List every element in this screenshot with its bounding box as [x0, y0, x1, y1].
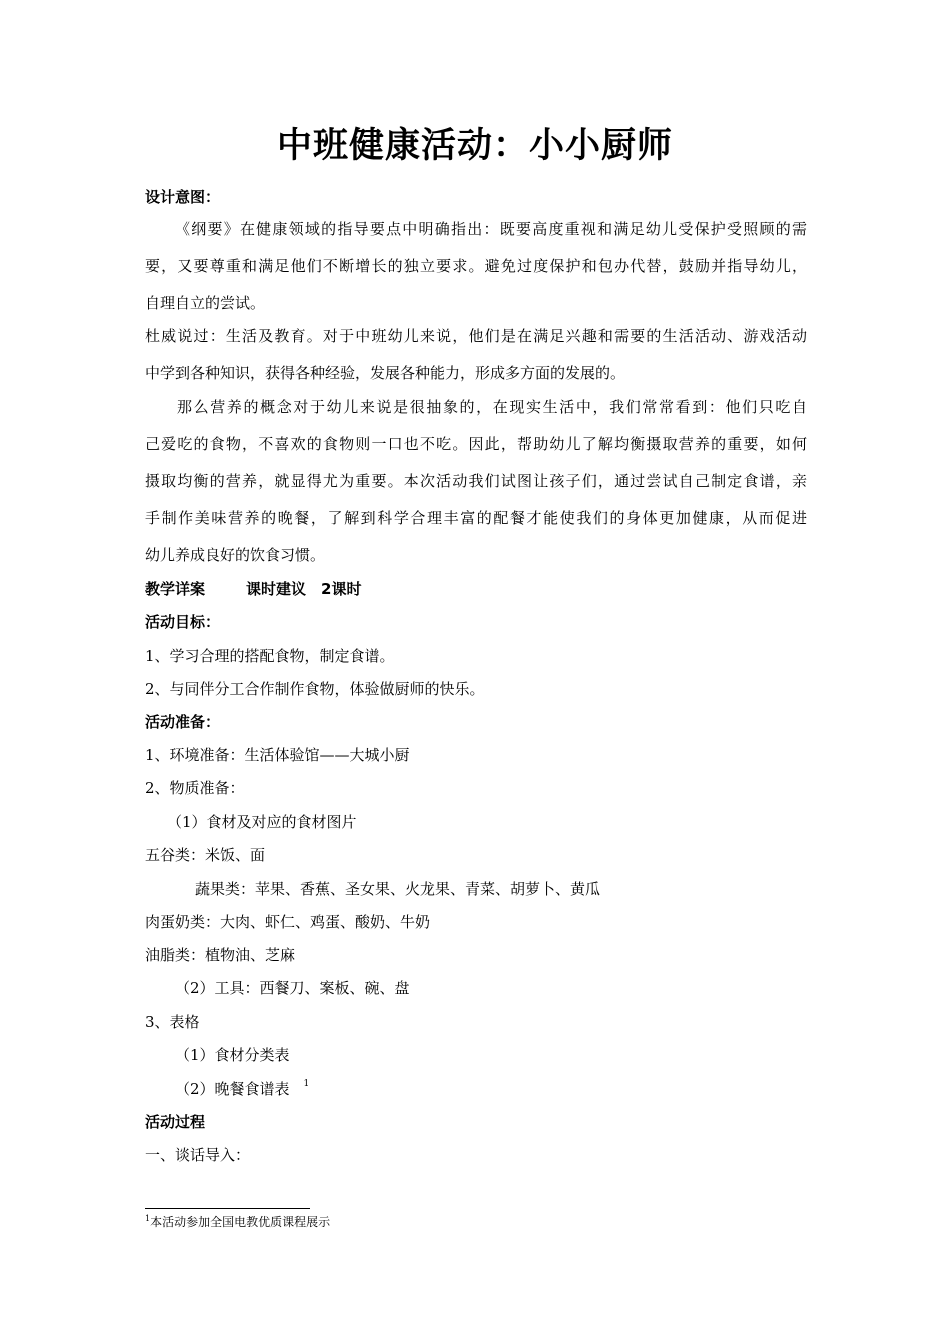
ingredient-meat-egg-milk: 肉蛋奶类：大肉、虾仁、鸡蛋、酸奶、牛奶 — [145, 913, 431, 931]
footnote-number: 1 — [145, 1214, 151, 1223]
design-intent-heading: 设计意图： — [145, 188, 221, 206]
table-item-dinner-recipe-label: （2）晚餐食谱表 — [175, 1080, 290, 1098]
paragraph-3-line-4: 手制作美味营养的晚餐，了解到科学合理丰富的配餐才能使我们的身体更加健康，从而促进 — [145, 509, 807, 527]
goal-item-2: 2、与同伴分工合作制作食物，体验做厨师的快乐。 — [145, 680, 485, 698]
goal-item-1: 1、学习合理的搭配食物，制定食谱。 — [145, 647, 395, 665]
process-heading: 活动过程 — [145, 1113, 206, 1131]
paragraph-2-line-2: 中学到各种知识，获得各种经验，发展各种能力，形成多方面的发展的。 — [145, 364, 626, 382]
page-title: 中班健康活动：小小厨师 — [276, 126, 673, 166]
paragraph-1-line-2: 要，又要尊重和满足他们不断增长的独立要求。避免过度保护和包办代替，鼓励并指导幼儿， — [145, 257, 807, 275]
paragraph-3-line-5: 幼儿养成良好的饮食习惯。 — [145, 546, 326, 564]
prep-item-materials: 2、物质准备： — [145, 779, 245, 797]
preparation-heading: 活动准备： — [145, 713, 221, 731]
paragraph-2-line-1: 杜威说过：生活及教育。对于中班幼儿来说，他们是在满足兴趣和需要的生活活动、游戏活动 — [145, 327, 807, 345]
footnote — [145, 1213, 330, 1230]
footnote-reference: 1 — [303, 1079, 310, 1089]
table-item-dinner-recipe — [175, 1079, 309, 1102]
goals-heading: 活动目标： — [145, 613, 221, 631]
footnote-divider — [145, 1208, 310, 1209]
prep-subitem-tools: （2）工具：西餐刀、案板、碗、盘 — [175, 979, 410, 997]
prep-item-tables: 3、表格 — [145, 1013, 200, 1031]
process-step-1: 一、谈话导入： — [145, 1146, 251, 1164]
paragraph-3-line-2: 己爱吃的食物，不喜欢的食物则一口也不吃。因此，帮助幼儿了解均衡摄取营养的重要，如何 — [145, 435, 807, 453]
paragraph-3-line-3: 摄取均衡的营养，就显得尤为重要。本次活动我们试图让孩子们，通过尝试自己制定食谱，亲 — [145, 472, 807, 490]
ingredient-oils: 油脂类：植物油、芝麻 — [145, 946, 296, 964]
prep-item-environment: 1、环境准备：生活体验馆——大城小厨 — [145, 746, 410, 764]
paragraph-1-line-3: 自理自立的尝试。 — [145, 294, 266, 312]
prep-subitem-ingredients: （1）食材及对应的食材图片 — [167, 813, 357, 831]
paragraph-3-line-1: 那么营养的概念对于幼儿来说是很抽象的，在现实生活中，我们常常看到：他们只吃自 — [177, 398, 807, 416]
paragraph-1-line-1: 《纲要》在健康领域的指导要点中明确指出：既要高度重视和满足幼儿受保护受照顾的需 — [175, 220, 807, 238]
ingredient-fruits-vegetables: 蔬果类：苹果、香蕉、圣女果、火龙果、青菜、胡萝卜、黄瓜 — [195, 880, 601, 898]
footnote-text: 本活动参加全国电教优质课程展示 — [150, 1215, 331, 1229]
table-item-ingredient-classification: （1）食材分类表 — [175, 1046, 290, 1064]
ingredient-grains: 五谷类：米饭、面 — [145, 846, 266, 864]
lesson-plan-label: 教学详案 — [145, 580, 206, 598]
lesson-hours-label: 课时建议 2课时 — [246, 580, 362, 598]
